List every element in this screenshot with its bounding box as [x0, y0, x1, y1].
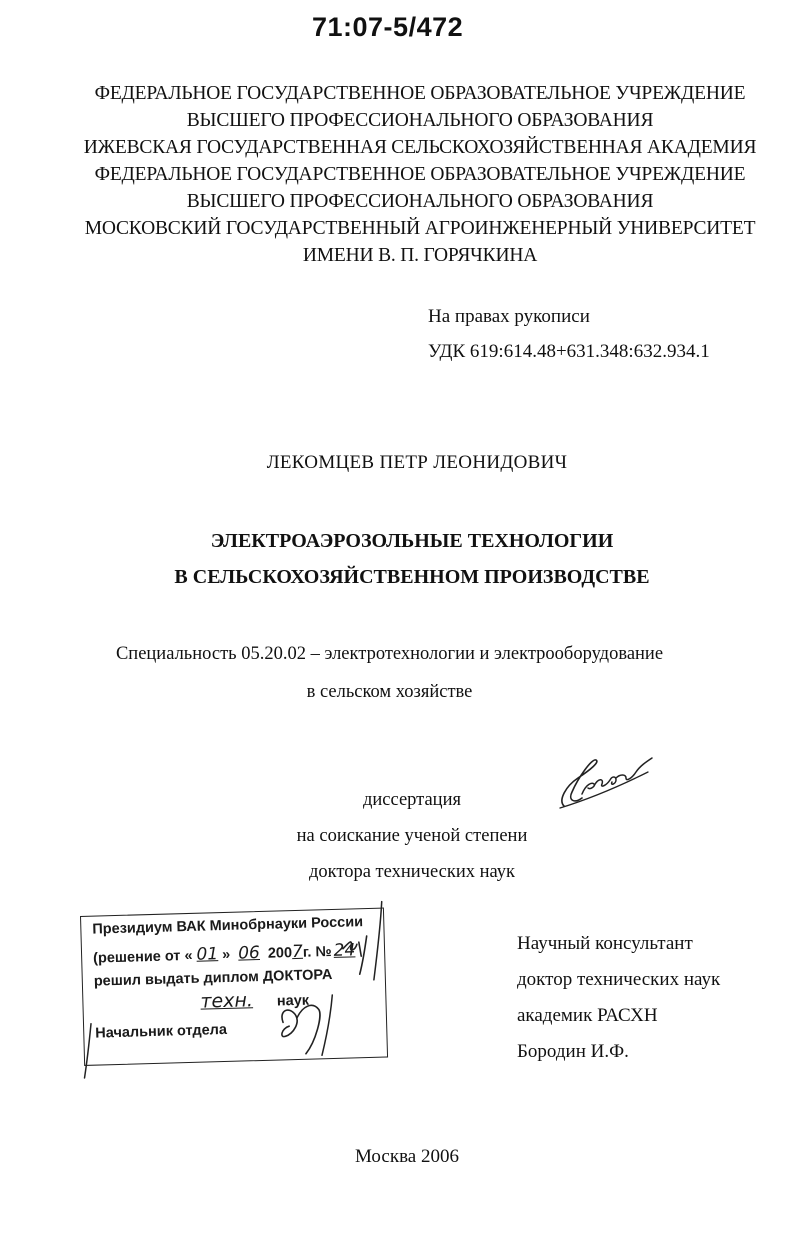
degree-line: доктора технических наук: [308, 862, 516, 882]
manuscript-rights: На правах рукописи: [428, 306, 590, 327]
stamp-field: техн.: [200, 989, 254, 1013]
stamp-month: 06: [237, 942, 261, 964]
stamp-decision-prefix: (решение от «: [92, 947, 193, 967]
consultant-line: Бородин И.Ф.: [517, 1041, 629, 1062]
stamp-line-head: Начальник отдела: [95, 1021, 228, 1042]
institution-line: ФЕДЕРАЛЬНОЕ ГОСУДАРСТВЕННОЕ ОБРАЗОВАТЕЛЬНОЕ УЧРЕЖДЕНИЕ: [94, 83, 746, 104]
archive-code: 71:07-5/472: [312, 12, 464, 42]
institution-line: МОСКОВСКИЙ ГОСУДАРСТВЕННЫЙ АГРОИНЖЕНЕРНЫЙ УНИВЕРСИТЕТ: [84, 218, 756, 239]
institution-line: ИЖЕВСКАЯ ГОСУДАРСТВЕННАЯ СЕЛЬСКОХОЗЯЙСТВЕННАЯ АКАДЕМИЯ: [83, 137, 757, 158]
stamp-line-diploma: решил выдать диплом ДОКТОРА: [93, 966, 333, 990]
udk-code: УДК 619:614.48+631.348:632.934.1: [428, 341, 710, 362]
specialty-line: в сельском хозяйстве: [306, 682, 473, 702]
stamp-year-digit: 7: [291, 941, 304, 963]
consultant-line: Научный консультант: [517, 933, 693, 954]
institution-line: ИМЕНИ В. П. ГОРЯЧКИНА: [302, 245, 538, 266]
specialty-block: [0, 635, 794, 711]
stamp-year-prefix: 200: [267, 945, 293, 962]
vak-stamp: [80, 908, 388, 1066]
dissertation-title: [0, 523, 794, 595]
specialty-line: Специальность 05.20.02 – электротехнологии и электрооборудование: [115, 644, 664, 664]
stamp-line-presidium: Президиум ВАК Минобрнауки России: [92, 914, 364, 938]
degree-line: на соискание ученой степени: [296, 826, 528, 846]
institution-line: ВЫСШЕГО ПРОФЕССИОНАЛЬНОГО ОБРАЗОВАНИЯ: [186, 191, 654, 212]
consultant-block: [517, 926, 720, 1070]
institution-line: ФЕДЕРАЛЬНОЕ ГОСУДАРСТВЕННОЕ ОБРАЗОВАТЕЛЬНОЕ УЧРЕЖДЕНИЕ: [94, 164, 746, 185]
author-name: ЛЕКОМЦЕВ ПЕТР ЛЕОНИДОВИЧ: [266, 452, 568, 473]
institution-line: ВЫСШЕГО ПРОФЕССИОНАЛЬНОГО ОБРАЗОВАНИЯ: [186, 110, 654, 131]
consultant-line: академик РАСХН: [517, 1005, 658, 1026]
degree-line: диссертация: [362, 790, 461, 810]
stamp-day-close: »: [221, 946, 231, 964]
title-line: ЭЛЕКТРОАЭРОЗОЛЬНЫЕ ТЕХНОЛОГИИ: [210, 530, 614, 552]
stamp-number-label: г. №: [302, 943, 332, 961]
stamp-handwriting: [80, 908, 388, 1066]
consultant-line: доктор технических наук: [517, 969, 721, 990]
city-year: Москва 2006: [355, 1146, 459, 1167]
stamp-field-suffix: наук: [276, 992, 310, 1010]
institutions-block: [80, 80, 760, 269]
stamp-day: 01: [196, 944, 219, 965]
stamp-number: 24: [333, 940, 356, 961]
title-line: В СЕЛЬСКОХОЗЯЙСТВЕННОМ ПРОИЗВОДСТВЕ: [174, 566, 650, 588]
degree-block: [0, 782, 794, 890]
